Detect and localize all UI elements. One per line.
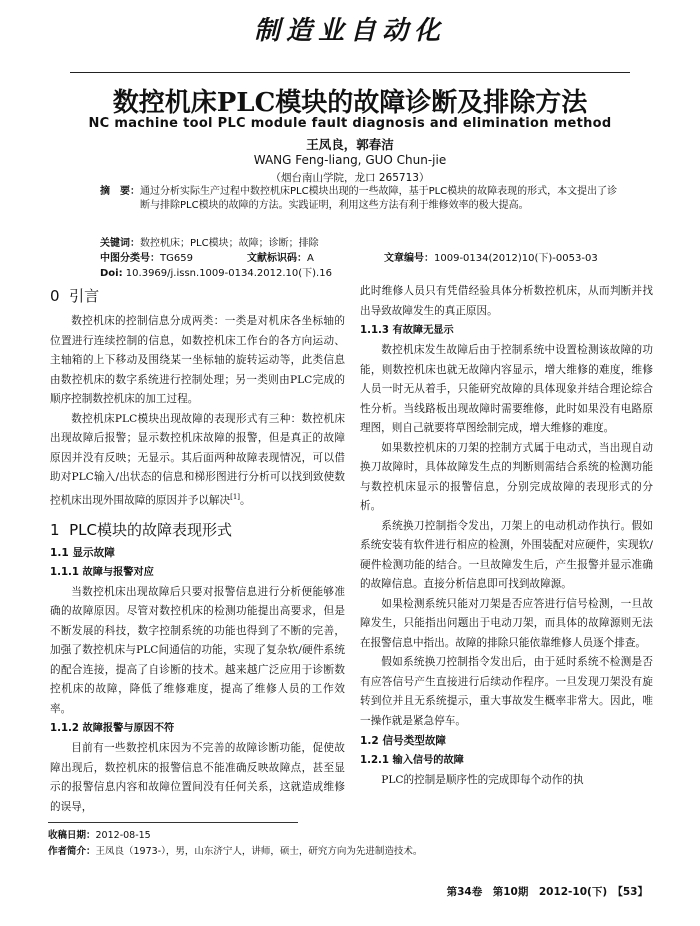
paper-title-en: NC machine tool PLC module fault diagnosis and elimination method (88, 116, 612, 131)
doc-code-label: 文献标识码： (247, 253, 307, 264)
citation: [1] (230, 492, 241, 501)
clc-label: 中图分类号： (100, 253, 160, 264)
author-bio (48, 843, 422, 857)
continued-paragraph: 此时维修人员只有凭借经验具体分析数控机床，从而判断并找出导致故障发生的真正原因。 (360, 285, 653, 317)
section-1-1-2-heading: 1.1.2 故障报警与原因不符 (50, 723, 175, 735)
abstract (100, 185, 620, 213)
keywords-text: 数控机床；PLC模块；故障；诊断；排除 (140, 238, 319, 249)
paper-title-zh: 数控机床PLC模块的故障诊断及排除方法 (112, 88, 588, 118)
section-1-1-3-paragraph-3: 系统换刀控制指令发出，刀架上的电动机动作执行。假如系统安装有软件进行相应的检测，外围装配对应硬件，实现软/硬件检测功能的结合。一旦故障发生后，产生报警并显示准确的故障信息。直接分析信息即可找到故障源。 (360, 519, 653, 590)
authors-zh: 王凤良，郭春洁 (306, 137, 394, 152)
received-date (48, 827, 151, 841)
footnote-rule (48, 822, 298, 823)
right-column (360, 282, 653, 791)
section-1-2-1-heading: 1.2.1 输入信号的故障 (360, 755, 464, 766)
section-1-1-heading: 1.1 显示故障 (50, 546, 115, 559)
section-1-1-2-paragraph: 目前有一些数控机床因为不完善的故障诊断功能，促使故障出现后，数控机床的报警信息不能准确反映故障点，甚至显示的报警信息内容和故障位置间没有任何关系，这就造成维修的误导， (50, 742, 345, 813)
received-label: 收稿日期： (48, 830, 96, 841)
affiliation: （烟台南山学院，龙口 265713） (270, 172, 430, 184)
authors-en: WANG Feng-liang, GUO Chun-jie (253, 153, 447, 167)
section-1-2-heading: 1.2 信号类型故障 (360, 735, 447, 747)
author-bio-label: 作者简介： (48, 846, 96, 857)
article-no-label: 文章编号： (384, 253, 434, 264)
section-1-1-1-heading: 1.1.1 故障与报警对应 (50, 566, 154, 578)
section-1-1-1-paragraph: 当数控机床出现故障后只要对报警信息进行分析便能够准确的故障原因。尽管对数控机床的检测功能提出高要求，但是不断发展的科技，数字控制系统的功能也得到了不断的完善，加强了数控机床与PLC间通信的功能，实现了复杂软/硬件系统的配合连接，提高了自诊断的技术。越来越广泛应用于诊断数控机床的故障，降低了维修难度，提高了维修人员的工作效率。 (50, 585, 345, 715)
article-no-value: 1009-0134(2012)10(下)-0053-03 (434, 253, 598, 264)
left-column (50, 282, 345, 817)
intro-paragraph-2: 数控机床PLC模块出现故障的表现形式有三种：数控机床出现故障后报警；显示数控机床故障的报警，但是真正的故障原因并没有反映；无显示。其后面两种故障表现情况，可以借助对PLC输入/出状态的信息和梯形图进行分析可以找到致使数控机床出现外围故障的原因并予以解决[1]。 (50, 412, 345, 507)
section-0-heading: 0 引言 (50, 287, 100, 305)
doi (100, 264, 332, 279)
keywords (100, 234, 319, 249)
section-1-2-1-paragraph: PLC的控制是顺序性的完成即每个动作的执 (381, 774, 584, 786)
section-1-1-3-paragraph-2: 如果数控机床的刀架的控制方式属于电动式，当出现自动换刀故障时，具体故障发生点的判断则需结合系统的检测功能与数控机床显示的报警信息，分别完成故障的表现形式的分析。 (360, 441, 653, 512)
section-1-heading: 1 PLC模块的故障表现形式 (50, 520, 232, 539)
document-code (247, 249, 314, 264)
clc-value: TG659 (160, 253, 193, 264)
header-rule (70, 72, 630, 73)
journal-header: 制造业自动化 (253, 16, 446, 46)
received-value: 2012-08-15 (95, 830, 151, 841)
page-footer: 第34卷 第10期 2012-10(下) 【53】 (446, 886, 648, 898)
doi-value: 10.3969/j.issn.1009-0134.2012.10(下).16 (125, 268, 332, 279)
article-number (384, 249, 598, 264)
doc-code-value: A (307, 253, 314, 264)
doi-label: Doi: (100, 268, 123, 279)
section-1-1-3-paragraph-1: 数控机床发生故障后由于控制系统中设置检测该故障的功能，则数控机床也就无故障内容显示，增大维修的难度，维修人员一时无从着手，只能研究故障的具体现象并结合理论综合性分析。当线路板出现故障时需要维修，此时如果没有电路原理图，则自己就要将草图绘制完成，增大维修的难度。 (360, 344, 653, 434)
section-1-1-3-heading: 1.1.3 有故障无显示 (360, 325, 454, 336)
abstract-label: 摘 要： (100, 186, 140, 197)
intro-paragraph-1: 数控机床的控制信息分成两类：一类是对机床各坐标轴的位置进行连续控制的信息，如数控机床工作台的各方向运动、主轴箱的上下移动及围绕某一坐标轴的旋转运动等，此类信息由数控机床的数字系统进行控制处理；另一类则由PLC完成的顺序控制数控机床的加工过程。 (50, 315, 345, 405)
abstract-text: 通过分析实际生产过程中数控机床PLC模块出现的一些故障，基于PLC模块的故障表现的形式，本文提出了诊断与排除PLC模块的故障的方法。实践证明，利用这些方法有利于维修效率的极大提高。 (140, 186, 618, 211)
author-bio-value: 王凤良（1973-），男，山东济宁人，讲师，硕士，研究方向为先进制造技术。 (95, 846, 423, 857)
section-1-1-3-paragraph-5: 假如系统换刀控制指令发出后，由于延时系统不检测是否有应答信号产生直接进行后续动作程序。一旦发现刀架没有旋转到位并且无系统提示，重大事故发生概率非常大。因此，唯一操作就是紧急停车。 (360, 656, 653, 727)
keywords-label: 关键词： (100, 238, 140, 249)
section-1-1-3-paragraph-4: 如果检测系统只能对刀架是否应答进行信号检测，一旦故障发生，只能指出问题出于电动刀架，而具体的故障源则无法在报警信息中指出。故障的排除只能依靠维修人员逐个排查。 (360, 597, 653, 649)
clc-number (100, 249, 193, 264)
